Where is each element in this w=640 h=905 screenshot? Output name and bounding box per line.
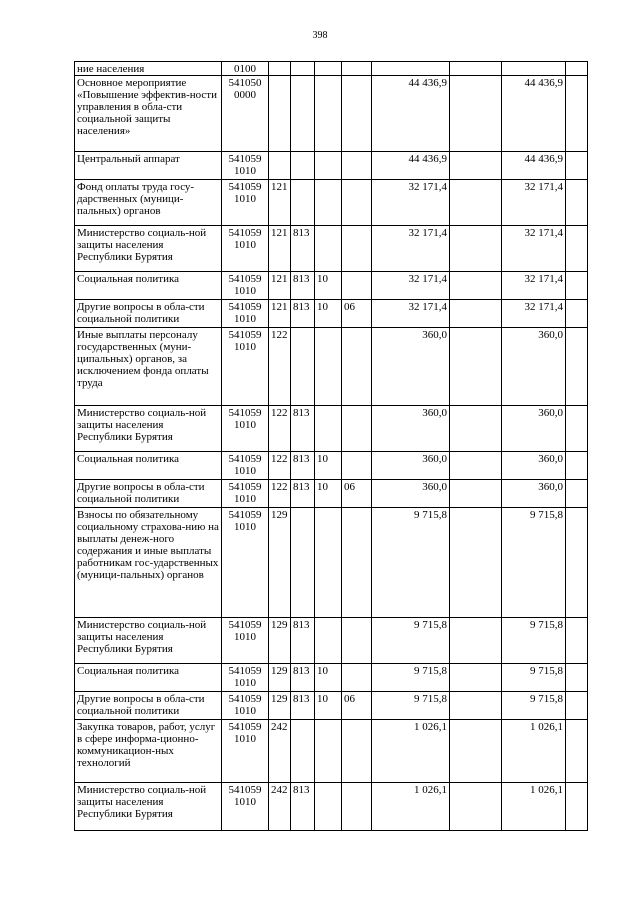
table-row xyxy=(75,226,588,272)
table-row xyxy=(75,272,588,300)
row-sum2-cell: 1 026,1 xyxy=(502,783,566,831)
row-vr-cell: 129 xyxy=(269,692,291,720)
table-row xyxy=(75,452,588,480)
row-empty-cell xyxy=(450,226,502,272)
table-row xyxy=(75,152,588,180)
row-pr-cell: 06 xyxy=(342,480,372,508)
row-empty-cell xyxy=(450,664,502,692)
row-empty-cell-2 xyxy=(566,692,588,720)
row-pr-cell xyxy=(342,720,372,783)
row-empty-cell xyxy=(450,508,502,618)
table-body xyxy=(75,62,588,831)
row-name-cell: Министерство социаль-ной защиты населения Республики Бурятия xyxy=(75,783,222,831)
row-name-cell: ние населения xyxy=(75,62,222,76)
row-pr-cell xyxy=(342,226,372,272)
row-name-cell: Министерство социаль-ной защиты населения Республики Бурятия xyxy=(75,618,222,664)
row-sum2-cell: 360,0 xyxy=(502,452,566,480)
row-sum1-cell: 44 436,9 xyxy=(372,76,450,152)
row-grbs-cell: 813 xyxy=(291,480,315,508)
row-empty-cell xyxy=(450,618,502,664)
row-grbs-cell: 813 xyxy=(291,452,315,480)
row-vr-cell xyxy=(269,76,291,152)
row-sum1-cell: 360,0 xyxy=(372,480,450,508)
row-empty-cell-2 xyxy=(566,783,588,831)
row-vr-cell: 129 xyxy=(269,618,291,664)
row-vr-cell: 122 xyxy=(269,452,291,480)
row-rz-cell xyxy=(315,406,342,452)
row-grbs-cell: 813 xyxy=(291,664,315,692)
row-grbs-cell: 813 xyxy=(291,783,315,831)
row-pr-cell xyxy=(342,508,372,618)
row-empty-cell-2 xyxy=(566,76,588,152)
row-sum1-cell: 9 715,8 xyxy=(372,692,450,720)
budget-table xyxy=(74,61,588,831)
row-rz-cell: 10 xyxy=(315,272,342,300)
row-pr-cell xyxy=(342,783,372,831)
row-pr-cell: 06 xyxy=(342,300,372,328)
row-pr-cell xyxy=(342,272,372,300)
row-name-cell: Другие вопросы в обла-сти социальной политики xyxy=(75,692,222,720)
table-row xyxy=(75,783,588,831)
row-pr-cell xyxy=(342,76,372,152)
row-csr-cell: 541059 1010 xyxy=(222,406,269,452)
row-vr-cell: 122 xyxy=(269,328,291,406)
row-pr-cell xyxy=(342,618,372,664)
row-empty-cell xyxy=(450,720,502,783)
row-rz-cell xyxy=(315,76,342,152)
row-grbs-cell: 813 xyxy=(291,300,315,328)
row-sum1-cell: 32 171,4 xyxy=(372,226,450,272)
row-grbs-cell: 813 xyxy=(291,272,315,300)
row-rz-cell xyxy=(315,152,342,180)
row-empty-cell-2 xyxy=(566,618,588,664)
row-empty-cell-2 xyxy=(566,226,588,272)
table-row xyxy=(75,480,588,508)
row-empty-cell-2 xyxy=(566,452,588,480)
row-rz-cell xyxy=(315,508,342,618)
row-csr-cell: 541059 1010 xyxy=(222,452,269,480)
row-empty-cell xyxy=(450,62,502,76)
row-rz-cell: 10 xyxy=(315,664,342,692)
row-name-cell: Другие вопросы в обла-сти социальной политики xyxy=(75,300,222,328)
row-vr-cell: 121 xyxy=(269,300,291,328)
row-name-cell: Закупка товаров, работ, услуг в сфере информа-ционно-коммуникацион-ных технологий xyxy=(75,720,222,783)
table-row xyxy=(75,328,588,406)
row-vr-cell: 122 xyxy=(269,406,291,452)
row-empty-cell xyxy=(450,272,502,300)
row-empty-cell xyxy=(450,328,502,406)
row-rz-cell: 10 xyxy=(315,300,342,328)
table-row xyxy=(75,180,588,226)
row-grbs-cell xyxy=(291,76,315,152)
row-empty-cell xyxy=(450,783,502,831)
row-sum2-cell: 9 715,8 xyxy=(502,508,566,618)
row-vr-cell: 121 xyxy=(269,180,291,226)
row-sum1-cell: 360,0 xyxy=(372,328,450,406)
row-grbs-cell xyxy=(291,62,315,76)
row-rz-cell xyxy=(315,618,342,664)
row-rz-cell xyxy=(315,720,342,783)
row-vr-cell: 122 xyxy=(269,480,291,508)
row-rz-cell: 10 xyxy=(315,452,342,480)
row-sum1-cell: 1 026,1 xyxy=(372,720,450,783)
row-vr-cell: 129 xyxy=(269,664,291,692)
row-sum1-cell: 32 171,4 xyxy=(372,180,450,226)
table-row xyxy=(75,508,588,618)
row-name-cell: Социальная политика xyxy=(75,664,222,692)
row-empty-cell-2 xyxy=(566,664,588,692)
row-vr-cell xyxy=(269,152,291,180)
row-sum1-cell: 9 715,8 xyxy=(372,508,450,618)
row-empty-cell-2 xyxy=(566,328,588,406)
row-vr-cell: 242 xyxy=(269,783,291,831)
row-csr-cell: 541059 1010 xyxy=(222,226,269,272)
row-name-cell: Социальная политика xyxy=(75,272,222,300)
row-name-cell: Социальная политика xyxy=(75,452,222,480)
row-pr-cell xyxy=(342,452,372,480)
row-grbs-cell: 813 xyxy=(291,692,315,720)
row-vr-cell: 121 xyxy=(269,226,291,272)
row-rz-cell xyxy=(315,783,342,831)
row-csr-cell: 541059 1010 xyxy=(222,152,269,180)
row-vr-cell: 242 xyxy=(269,720,291,783)
row-vr-cell xyxy=(269,62,291,76)
row-csr-cell: 541059 1010 xyxy=(222,720,269,783)
table-row xyxy=(75,692,588,720)
table-row xyxy=(75,618,588,664)
row-csr-cell: 0100 xyxy=(222,62,269,76)
row-rz-cell xyxy=(315,328,342,406)
row-name-cell: Министерство социаль-ной защиты населения Республики Бурятия xyxy=(75,226,222,272)
row-sum1-cell: 9 715,8 xyxy=(372,664,450,692)
row-sum1-cell: 32 171,4 xyxy=(372,300,450,328)
page-number: 398 xyxy=(312,30,328,41)
row-name-cell: Иные выплаты персоналу государственных (муни-ципальных) органов, за исключением фонда оплаты труда xyxy=(75,328,222,406)
table-row xyxy=(75,76,588,152)
row-rz-cell xyxy=(315,226,342,272)
row-grbs-cell xyxy=(291,152,315,180)
row-empty-cell xyxy=(450,480,502,508)
row-csr-cell: 541059 1010 xyxy=(222,618,269,664)
row-empty-cell-2 xyxy=(566,300,588,328)
row-sum2-cell: 32 171,4 xyxy=(502,180,566,226)
row-grbs-cell xyxy=(291,328,315,406)
table-row xyxy=(75,406,588,452)
row-pr-cell: 06 xyxy=(342,692,372,720)
row-name-cell: Взносы по обязательному социальному страхова-нию на выплаты денеж-ного содержания и иные выплаты работникам гос-ударственных (муници-пальных) органов xyxy=(75,508,222,618)
row-sum1-cell: 360,0 xyxy=(372,406,450,452)
row-empty-cell xyxy=(450,406,502,452)
row-empty-cell-2 xyxy=(566,720,588,783)
row-csr-cell: 541059 1010 xyxy=(222,300,269,328)
row-sum1-cell: 44 436,9 xyxy=(372,152,450,180)
row-csr-cell: 541059 1010 xyxy=(222,328,269,406)
row-sum2-cell: 9 715,8 xyxy=(502,692,566,720)
row-rz-cell: 10 xyxy=(315,692,342,720)
table-row xyxy=(75,720,588,783)
row-empty-cell xyxy=(450,76,502,152)
row-vr-cell: 129 xyxy=(269,508,291,618)
row-csr-cell: 541059 1010 xyxy=(222,664,269,692)
table-row xyxy=(75,62,588,76)
table-row xyxy=(75,664,588,692)
row-sum2-cell: 360,0 xyxy=(502,328,566,406)
row-empty-cell xyxy=(450,692,502,720)
row-sum1-cell: 9 715,8 xyxy=(372,618,450,664)
row-sum2-cell: 360,0 xyxy=(502,406,566,452)
row-sum2-cell: 32 171,4 xyxy=(502,300,566,328)
row-name-cell: Другие вопросы в обла-сти социальной политики xyxy=(75,480,222,508)
row-empty-cell xyxy=(450,152,502,180)
row-empty-cell xyxy=(450,452,502,480)
row-csr-cell: 541059 1010 xyxy=(222,180,269,226)
row-grbs-cell: 813 xyxy=(291,618,315,664)
row-csr-cell: 541059 1010 xyxy=(222,692,269,720)
row-pr-cell xyxy=(342,406,372,452)
row-pr-cell xyxy=(342,62,372,76)
row-name-cell: Фонд оплаты труда госу-дарственных (муници-пальных) органов xyxy=(75,180,222,226)
row-sum2-cell: 9 715,8 xyxy=(502,618,566,664)
row-pr-cell xyxy=(342,152,372,180)
row-grbs-cell xyxy=(291,720,315,783)
row-empty-cell-2 xyxy=(566,406,588,452)
row-grbs-cell: 813 xyxy=(291,226,315,272)
row-sum2-cell: 44 436,9 xyxy=(502,76,566,152)
row-name-cell: Центральный аппарат xyxy=(75,152,222,180)
row-vr-cell: 121 xyxy=(269,272,291,300)
row-name-cell: Министерство социаль-ной защиты населения Республики Бурятия xyxy=(75,406,222,452)
row-pr-cell xyxy=(342,664,372,692)
row-sum2-cell xyxy=(502,62,566,76)
row-csr-cell: 541050 0000 xyxy=(222,76,269,152)
row-sum1-cell: 32 171,4 xyxy=(372,272,450,300)
row-empty-cell-2 xyxy=(566,62,588,76)
row-sum2-cell: 44 436,9 xyxy=(502,152,566,180)
row-name-cell: Основное мероприятие «Повышение эффектив-ности управления в обла-сти социальной защиты населения» xyxy=(75,76,222,152)
row-empty-cell xyxy=(450,300,502,328)
row-rz-cell xyxy=(315,180,342,226)
row-grbs-cell xyxy=(291,180,315,226)
row-grbs-cell xyxy=(291,508,315,618)
row-sum1-cell xyxy=(372,62,450,76)
row-empty-cell-2 xyxy=(566,152,588,180)
row-rz-cell: 10 xyxy=(315,480,342,508)
row-sum1-cell: 360,0 xyxy=(372,452,450,480)
row-grbs-cell: 813 xyxy=(291,406,315,452)
row-csr-cell: 541059 1010 xyxy=(222,783,269,831)
row-csr-cell: 541059 1010 xyxy=(222,272,269,300)
row-sum2-cell: 1 026,1 xyxy=(502,720,566,783)
row-sum2-cell: 360,0 xyxy=(502,480,566,508)
row-sum2-cell: 9 715,8 xyxy=(502,664,566,692)
row-empty-cell xyxy=(450,180,502,226)
row-sum1-cell: 1 026,1 xyxy=(372,783,450,831)
row-pr-cell xyxy=(342,328,372,406)
row-rz-cell xyxy=(315,62,342,76)
row-empty-cell-2 xyxy=(566,480,588,508)
row-sum2-cell: 32 171,4 xyxy=(502,272,566,300)
table-row xyxy=(75,300,588,328)
row-empty-cell-2 xyxy=(566,508,588,618)
row-csr-cell: 541059 1010 xyxy=(222,508,269,618)
row-csr-cell: 541059 1010 xyxy=(222,480,269,508)
row-empty-cell-2 xyxy=(566,272,588,300)
row-sum2-cell: 32 171,4 xyxy=(502,226,566,272)
row-empty-cell-2 xyxy=(566,180,588,226)
row-pr-cell xyxy=(342,180,372,226)
